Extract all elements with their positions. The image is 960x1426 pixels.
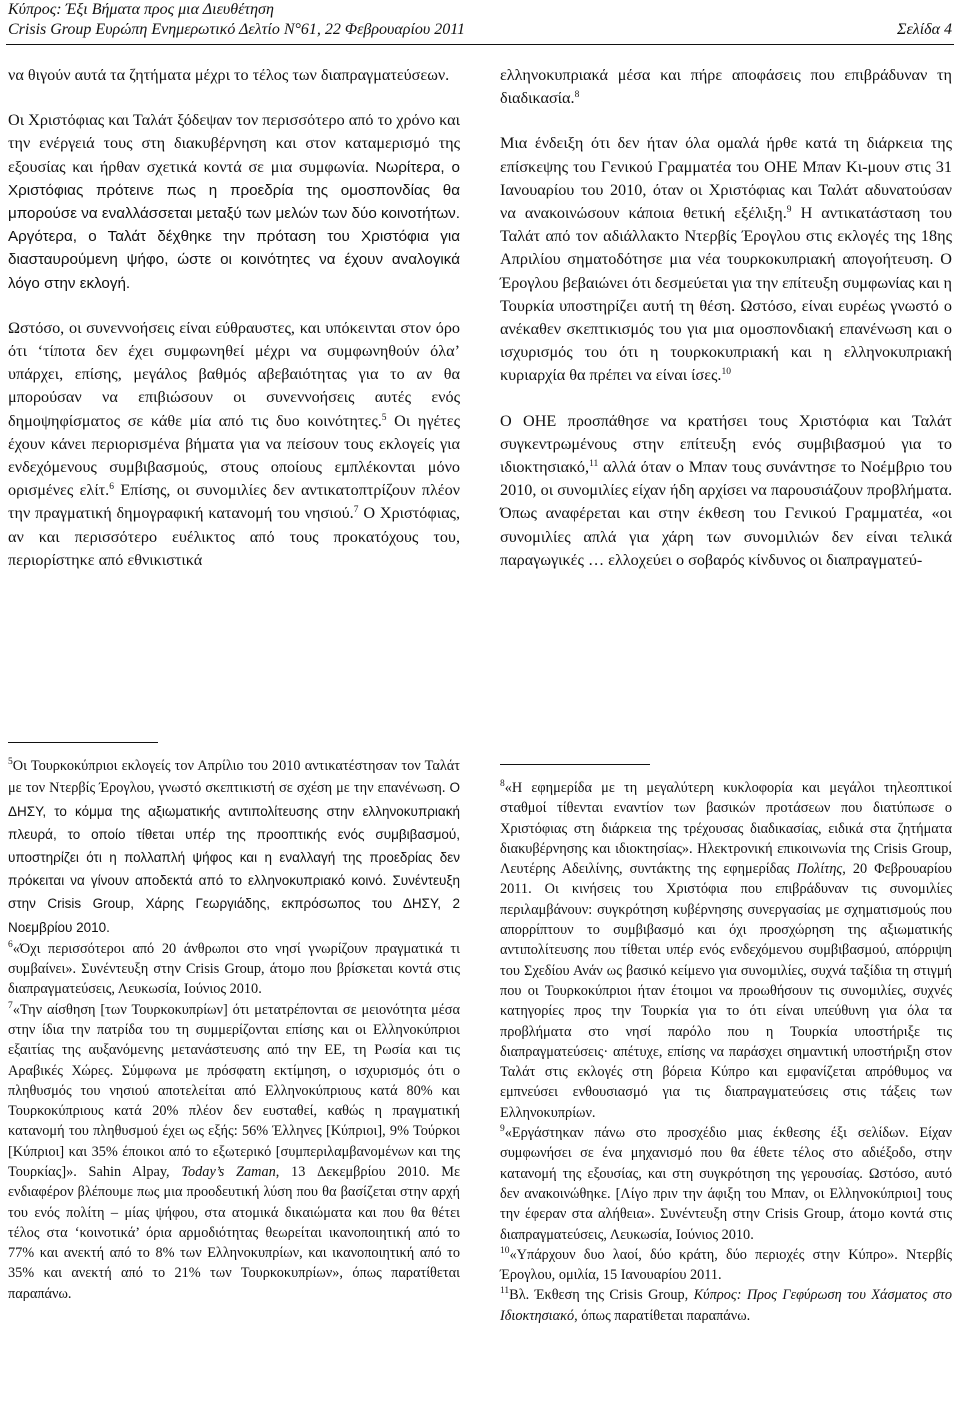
footnote-divider [500,764,650,765]
paragraph: Μια ένδειξη ότι δεν ήταν όλα ομαλά ήρθε κατά τη διάρκεια της επίσκεψης του Γενικού Γραμματέα του ΟΗΕ Μπαν Κι-μουν στις 31 Ιανουαρίου του 2010, όταν οι Χριστόφιας και Ταλάτ αδυνατούσαν να ανακοινώσουν κάποια θετική εξέλιξη.$^9$ Η αντικατάσταση του Ταλάτ από τον αδιάλλακτο Ντερβίς Έρογλου στις εκλογές της 18ης Απριλίου σηματοδότησε μια νέα τουρκοκυπριακή απογοήτευση. Ο Έρογλου βεβαιώνει ότι δεσμεύεται για την επίτευξη συμφωνίας και η Τουρκία υποστηρίζει αυτή τη θέση. Ωστόσο, είναι ευρέως γνωστό ο ανέκαθεν σκεπτικισμός του για μια ομοσπονδιακή επανένωση και ο ισχυρισμός του ότι η τουρκοκυπριακή και η ελληνοκυπριακή κυριαρχία θα πρέπει να είναι ίσες.$^{10}$ [500,134,952,385]
footnote-ref: 10 [721,367,731,378]
footnote: $^9$«Εργάστηκαν πάνω στο προσχέδιο μιας έκθεσης έξι σελίδων. Είχαν συμφωνήσει σε ένα μηχανισμό που θα έθετε τέλος στο αδιέξοδο, στην κατανομή της εξουσίας, και στη συγκρότηση της γερουσίας. Ωστόσο, αυτό δεν ανακοινώθηκε. [Λίγο πριν την άφιξη του Μπαν, οι Ελληνοκύπριοι] τους την έφεραν στα αλήθεια». Συνέντευξη στην Crisis Group, άτομο κοντά στις διαπραγματεύσεις, Λευκωσία, Ιούνιος 2010. [500,1124,952,1243]
page-number: Σελίδα 4 [896,21,952,38]
paragraph: να θιγούν αυτά τα ζητήματα μέχρι το τέλος των διαπραγματεύσεων. [8,66,450,84]
footnote: $^7$«Την αίσθηση [των Τουρκοκυπρίων] ότι μετατρέπονται σε μειονότητα μέσα στην ίδια την πατρίδα του τη συμμερίζονται επίσης και οι Ελληνοκύπριοι εξαιτίας της αυξανόμενης μετανάστευσης από την ΕΕ, τη Ρωσία και τις Αραβικές Χώρες. Σύμφωνα με πρόσφατη εκτίμηση, ο ισχυρισμός ότι ο πληθυσμός του νησιού αποτελείται από Ελληνοκύπριους κατά 80% και Τουρκοκύπριους κατά 20% πλέον δεν ευσταθεί, καθώς η πραγματική κατανομή του πληθυσμού έχει ως εξής: 56% Έλληνες [Κύπριοι], 9% Τούρκοι [Κύπριοι] και 35% έποικοι από το εξωτερικό [συμπεριλαμβανομένων και της Τουρκίας]». Sahin Alpay, Today’s Zaman, 13 Δεκεμβρίου 2010. Με ενδιαφέρον βλέπουμε πως μια προοδευτική λύση που θα βασίζεται στην αρχή του ενός πολίτη – μίας ψήφου, στα ατομικά δικαιώματα και που θα θέτει τέλος στα ‘κοινοτικά’ όρια αρμοδιότητας θεωρείται ικανοποιητική από το 77% και ανεκτή από το 8% των Ελληνοκυπρίων, και ικανοποιητική από το 35% και ανεκτή από το 21% των Τουρκοκυπρίων», όπως παρατίθεται παραπάνω. [8,1000,460,1302]
header-title: Κύπρος: Έξι Βήματα προς μια Διευθέτηση [8,1,274,18]
footnote-ref: 8 [574,90,580,101]
footnote-ref: 6 [109,482,114,493]
footnote: $^6$«Όχι περισσότεροι από 20 άνθρωποι στο νησί γνωρίζουν πραγματικά τι συμβαίνει». Συνέντευξη στην Crisis Group, άτομο που βρίσκεται κοντά στις διαπραγματεύσεις, Λευκωσία, Ιούνιος 2010. [8,939,460,998]
right-column [500,64,952,594]
footnotes-left [8,756,460,1304]
footnote: $^{11}$Βλ. Έκθεση της Crisis Group, Κύπρος: Προς Γεφύρωση του Χάσματος στο Ιδιοκτησιακό, όπως παρατίθεται παραπάνω. [500,1286,953,1324]
paragraph: ελληνοκυπριακά μέσα και πήρε αποφάσεις που επιβράδυναν τη διαδικασία.$^8$ [500,66,952,108]
footnotes-right [500,778,952,1326]
paragraph: Ωστόσο, οι συνεννοήσεις είναι εύθραυστες, και υπόκεινται στον όρο ότι ‘τίποτα δεν έχει συμφωνηθεί μέχρι να συμφωνηθούν όλα’ υπάρχει, επίσης, μεγάλος βαθμός αβεβαιότητας για το αν θα μπορούσαν να επιβιώσουν οι συνεννοήσεις αυτές ενός δημοψηφίσματος σε κάθε μία από τις δυο κοινότητες.$^5$ Οι ηγέτες έχουν κάνει περιορισμένα βήματα για να πείσουν τους εκλογείς για ενδεχόμενους συμβιβασμούς, στους οποίους εμπλέκονται μόνο ορισμένες ελίτ.$^6$ Επίσης, οι συνομιλίες δεν αντικατοπτρίζουν πλέον την πραγματική δημογραφική κατανομή του νησιού.$^7$ Ο Χριστόφιας, αν και περισσότερο ευέλικτος από τους προκατόχους του, περιορίστηκε από εθνικιστικά [8,318,461,569]
footnote-ref: 11 [589,459,599,470]
paragraph: Ο ΟΗΕ προσπάθησε να κρατήσει τους Χριστόφια και Ταλάτ συγκεντρωμένους στην επίτευξη ενός συμβιβασμού για το ιδιοκτησιακό,$^{11}$ αλλά όταν ο Μπαν τους συνάντησε το Νοέμβριο του 2010, οι συνομιλίες είχαν ήδη αρχίσει να παρουσιάζουν προβλήματα. Όπως αναφέρεται και στην έκθεση του Γενικού Γραμματέα, «οι συνομιλίες απλά για χάρη των συνομιλιών δεν είναι τελικά παραγωγικές … ελλοχεύει ο σοβαρός κίνδυνος οι διαπραγματεύ- [500,411,953,569]
page-header [8,0,952,40]
paragraph: Οι Χριστόφιας και Ταλάτ ξόδεψαν τον περισσότερο από το χρόνο και την ενέργειά τους στη διακυβέρνηση και στον καταμερισμό της εξουσίας και ήρθαν σχετικά κοντά σε μια συμφωνία. Νωρίτερα, ο Χριστόφιας πρότεινε πως η προεδρία της ομοσπονδίας θα μπορούσε να εναλλάσσεται μεταξύ των μελών των δύο κοινοτήτων. Αργότερα, ο Ταλάτ δέχθηκε την πρόταση του Χριστόφια για διασταυρούμενη ψήφο, ώστε οι κοινότητες να έχουν αναλογικά λόγο στην εκλογή. [8,111,460,292]
left-column [8,64,460,594]
footnote: $^{10}$«Υπάρχουν δυο λαοί, δύο κράτη, δύο περιοχές στην Κύπρο». Ντερβίς Έρογλου, ομιλία, 15 Ιανουαρίου 2011. [500,1245,952,1284]
footnote-ref: 9 [786,205,792,216]
header-series: Crisis Group Ευρώπη Ενημερωτικό Δελτίο N°61, 22 Φεβρουαρίου 2011 [8,21,466,38]
footnote-ref: 7 [353,505,359,516]
footnote: $^8$«Η εφημερίδα με τη μεγαλύτερη κυκλοφορία και μεγάλοι τηλεοπτικοί σταθμοί τίθενται εναντίον των βασικών προτάσεων που διατύπωσε ο Χριστόφιας στη διάρκεια της τρέχουσας διαδικασίας, ειδικά στα ζητήματα διακυβέρνησης και ιδιοκτησίας». Ηλεκτρονική επικοινωνία της Crisis Group, Λευτέρης Αδειλίνης, συντάκτης της εφημερίδας Πολίτης, 20 Φεβρουαρίου 2011. Οι κινήσεις του Χριστόφια που επιβράδυναν τις συνομιλίες περιλαμβάνουν: συγκρότηση κυβέρνησης συνεργασίας με σχηματισμούς που απορρίπτουν το συμβιβασμό και όχι προσχώρηση της αξιωματικής αντιπολίτευσης που τίθεται υπέρ ενός ενδεχόμενου συμβιβασμού, απόρριψη του Σχεδίου Ανάν ως βασικό κείμενο για συνομιλίες, συχνά ταξίδια τη στιγμή που οι Τουρκοκύπριοι ήταν έτοιμοι να προωθήσουν τις συνομιλίες, συχνές κατηγορίες προς την Τουρκία για το ότι είναι υπεύθυνη για όλα τα προβλήματα στο νησί παρόλο που η Τουρκία υποστήριξε τις διαπραγματεύσεις· απέτυχε, επίσης να παράσχει σημαντική υποστήριξη στον Ταλάτ στις εκλογές στη βόρεια Κύπρο και εμφανίζεται απρόθυμος να εμπνεύσει ενθουσιασμό για τις διαπραγματεύσεις στις τάξεις των Ελληνοκυπρίων. [500,779,952,1121]
footnote-divider [8,742,158,743]
header-divider [6,44,954,45]
footnote-ref: 5 [381,412,387,423]
header-row [8,20,952,40]
footnote: $^5$Οι Τουρκοκύπριοι εκλογείς τον Απρίλιο του 2010 αντικατέστησαν τον Ταλάτ με τον Ντερβίς Έρογλου, γνωστό σκεπτικιστή σε σχέση με την επανένωση. Ο ΔΗΣΥ, το κόμμα της αξιωματικής αντιπολίτευσης στην ελληνοκυπριακή πλευρά, το οποίο τίθεται υπέρ της προοπτικής ενός συμβιβασμού, υποστηρίζει ότι η πολλαπλή ψήφος και η εναλλαγή της προεδρίας δεν πρόκειται να γίνουν αποδεκτά από το ελληνοκυπριακό κοινό. Συνέντευξη στην Crisis Group, Χάρης Γεωργιάδης, εκπρόσωπος του ΔΗΣΥ, 2 Νοεμβρίου 2010. [8,757,460,935]
